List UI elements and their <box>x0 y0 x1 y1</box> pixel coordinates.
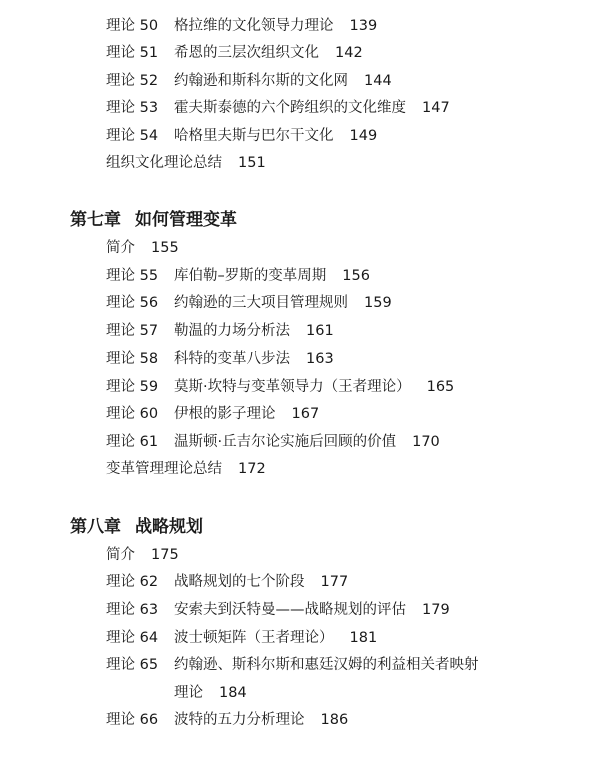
toc-entry[interactable] <box>106 321 334 341</box>
chapter-label: 第八章 <box>70 517 121 537</box>
entry-title-continued: 理论 <box>174 685 203 701</box>
entry-page: 161 <box>306 323 334 339</box>
entry-number: 理论 60 <box>106 406 159 422</box>
entry-page: 159 <box>364 295 392 311</box>
entry-title: 战略规划的七个阶段 <box>174 574 305 590</box>
entry-number: 理论 59 <box>106 379 159 395</box>
entry-page: 165 <box>426 379 455 395</box>
entry-page: 156 <box>342 268 370 284</box>
entry-number: 理论 52 <box>106 73 159 89</box>
entry-page: 167 <box>291 406 320 422</box>
toc-summary[interactable] <box>106 153 266 173</box>
entry-title: 波特的五力分析理论 <box>174 712 305 728</box>
entry-number: 理论 57 <box>106 323 159 339</box>
toc-entry[interactable] <box>106 655 479 675</box>
entry-title: 勒温的力场分析法 <box>174 323 290 339</box>
summary-title: 变革管理理论总结 <box>106 461 222 477</box>
entry-number: 理论 54 <box>106 128 159 144</box>
toc-entry[interactable] <box>106 404 319 424</box>
entry-page: 163 <box>306 351 334 367</box>
entry-page: 139 <box>349 18 378 34</box>
entry-title: 莫斯·坎特与变革领导力（王者理论） <box>174 379 411 395</box>
entry-page: 170 <box>412 434 440 450</box>
intro-title: 简介 <box>106 240 135 256</box>
entry-number: 理论 56 <box>106 295 159 311</box>
summary-page: 151 <box>238 155 266 171</box>
entry-title: 格拉维的文化领导力理论 <box>174 18 334 34</box>
toc-entry[interactable] <box>106 71 392 91</box>
entry-title: 库伯勒–罗斯的变革周期 <box>174 268 327 284</box>
toc-intro[interactable] <box>106 238 179 258</box>
entry-title: 霍夫斯泰德的六个跨组织的文化维度 <box>174 100 406 116</box>
toc-entry[interactable] <box>106 377 454 397</box>
entry-page: 147 <box>422 100 450 116</box>
entry-number: 理论 61 <box>106 434 159 450</box>
intro-page: 155 <box>151 240 179 256</box>
entry-page: 177 <box>320 574 349 590</box>
toc-entry[interactable] <box>106 600 450 620</box>
toc-entry[interactable] <box>106 126 377 146</box>
toc-entry[interactable] <box>106 266 370 286</box>
entry-title: 约翰逊和斯科尔斯的文化网 <box>174 73 348 89</box>
entry-page: 149 <box>349 128 378 144</box>
entry-number: 理论 65 <box>106 657 159 673</box>
entry-number: 理论 66 <box>106 712 159 728</box>
chapter-title: 如何管理变革 <box>135 210 237 230</box>
entry-page: 142 <box>335 45 363 61</box>
summary-title: 组织文化理论总结 <box>106 155 222 171</box>
toc-entry[interactable] <box>106 43 363 63</box>
chapter-heading[interactable] <box>70 516 203 538</box>
entry-page: 144 <box>364 73 392 89</box>
entry-title: 约翰逊的三大项目管理规则 <box>174 295 348 311</box>
toc-entry[interactable] <box>106 628 377 648</box>
toc-intro[interactable] <box>106 545 179 565</box>
entry-title: 安索夫到沃特曼——战略规划的评估 <box>174 602 406 618</box>
entry-number: 理论 62 <box>106 574 159 590</box>
entry-number: 理论 58 <box>106 351 159 367</box>
toc-entry[interactable] <box>106 16 377 36</box>
entry-number: 理论 64 <box>106 630 159 646</box>
entry-number: 理论 50 <box>106 18 159 34</box>
toc-entry[interactable] <box>106 98 450 118</box>
entry-page: 179 <box>422 602 450 618</box>
chapter-heading[interactable] <box>70 209 237 231</box>
entry-title: 温斯顿·丘吉尔论实施后回顾的价值 <box>174 434 397 450</box>
toc-entry-continuation[interactable] <box>174 683 247 703</box>
chapter-title: 战略规划 <box>135 517 203 537</box>
summary-page: 172 <box>238 461 266 477</box>
intro-page: 175 <box>151 547 179 563</box>
entry-number: 理论 55 <box>106 268 159 284</box>
entry-number: 理论 63 <box>106 602 159 618</box>
entry-title: 科特的变革八步法 <box>174 351 290 367</box>
chapter-label: 第七章 <box>70 210 121 230</box>
entry-title: 哈格里夫斯与巴尔干文化 <box>174 128 334 144</box>
entry-number: 理论 53 <box>106 100 159 116</box>
intro-title: 简介 <box>106 547 135 563</box>
toc-entry[interactable] <box>106 572 348 592</box>
entry-page: 181 <box>349 630 378 646</box>
entry-title: 波士顿矩阵（王者理论） <box>174 630 334 646</box>
entry-page: 186 <box>320 712 349 728</box>
entry-page: 184 <box>219 685 247 701</box>
toc-entry[interactable] <box>106 293 392 313</box>
entry-number: 理论 51 <box>106 45 159 61</box>
toc-entry[interactable] <box>106 432 440 452</box>
entry-title: 约翰逊、斯科尔斯和惠廷汉姆的利益相关者映射 <box>174 657 479 673</box>
toc-summary[interactable] <box>106 459 266 479</box>
toc-entry[interactable] <box>106 710 348 730</box>
entry-title: 希恩的三层次组织文化 <box>174 45 319 61</box>
toc-entry[interactable] <box>106 349 334 369</box>
entry-title: 伊根的影子理论 <box>174 406 276 422</box>
